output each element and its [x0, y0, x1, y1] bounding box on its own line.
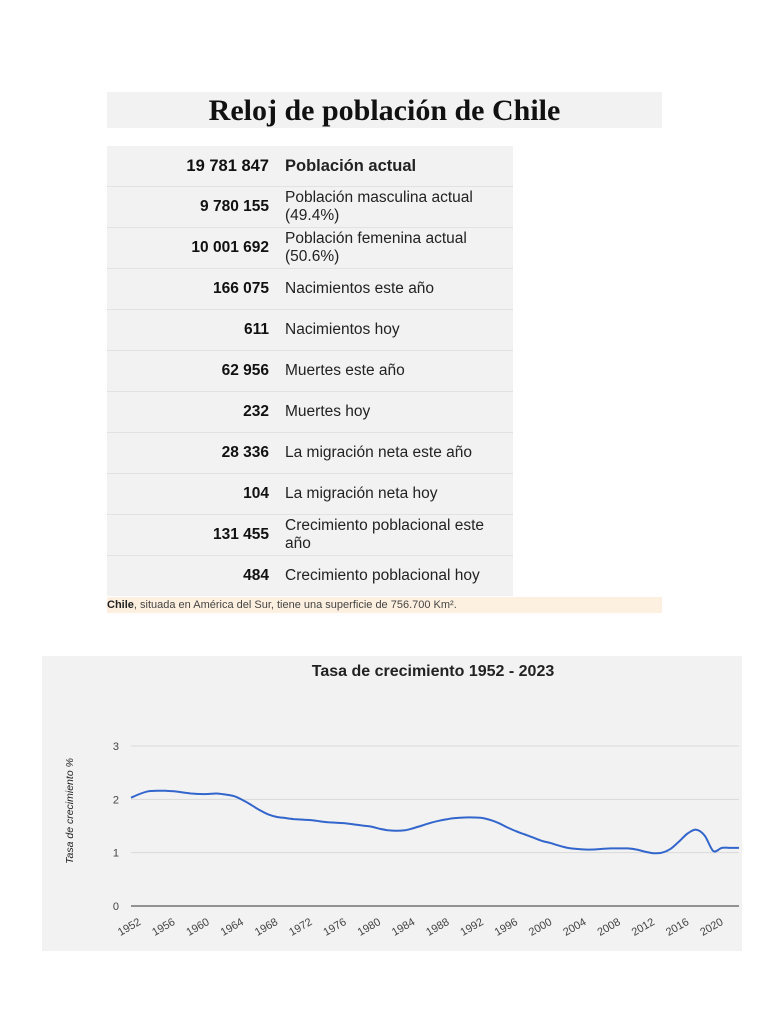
stat-row	[107, 351, 513, 392]
page-title: Reloj de población de Chile	[208, 94, 561, 127]
x-tick-label: 1996	[492, 916, 520, 939]
chart-y-axis-label: Tasa de crecimiento %	[64, 758, 76, 864]
stat-label: Muertes hoy	[281, 392, 513, 433]
x-tick-label: 2004	[561, 916, 589, 939]
stat-value: 10 001 692	[107, 228, 281, 269]
x-tick-label: 1988	[424, 916, 452, 939]
stat-label: Crecimiento poblacional hoy	[285, 567, 480, 584]
x-tick-label: 2008	[595, 916, 623, 939]
chart-title: Tasa de crecimiento 1952 - 2023	[311, 663, 555, 680]
x-tick-label: 1980	[355, 916, 383, 939]
growth-rate-series-line	[131, 791, 739, 854]
stat-value: 19 781 847	[107, 146, 281, 187]
x-tick-label: 1976	[321, 916, 349, 939]
stat-label: Población actual	[281, 146, 513, 187]
stat-label: Crecimiento poblacional este año	[281, 515, 513, 556]
x-tick-labels	[116, 916, 726, 939]
stat-row	[107, 310, 513, 351]
y-tick-label: 3	[112, 741, 119, 753]
y-tick-label: 2	[112, 794, 119, 807]
x-tick-label: 1952	[115, 916, 144, 939]
stat-value: 28 336	[107, 433, 281, 474]
country-note-text: , situada en América del Sur, tiene una superficie de 756.700 Km².	[133, 599, 457, 611]
chart-svg	[42, 656, 742, 951]
stat-value: 62 956	[107, 351, 281, 392]
stat-row	[107, 187, 513, 228]
stat-label: Población femenina actual (50.6%)	[281, 228, 513, 269]
x-tick-label: 1972	[287, 916, 315, 939]
stat-label: La migración neta hoy	[281, 474, 513, 515]
stat-label: Nacimientos este año	[281, 269, 513, 310]
growth-rate-chart	[42, 656, 742, 951]
stat-label: La migración neta este año	[281, 433, 513, 474]
x-tick-label: 1968	[252, 916, 281, 939]
x-tick-label: 1984	[389, 916, 418, 939]
population-stats-table	[107, 146, 513, 596]
stat-label: Nacimientos hoy	[281, 310, 513, 351]
stat-row	[107, 392, 513, 433]
stat-row	[107, 433, 513, 474]
y-tick-labels	[113, 741, 119, 913]
stat-value: 484	[243, 567, 269, 584]
y-tick-label: 1	[112, 847, 119, 860]
stat-label: Muertes este año	[281, 351, 513, 392]
stat-row	[107, 146, 513, 187]
country-note	[107, 597, 662, 613]
x-tick-label: 1992	[458, 916, 486, 939]
stat-value: 611	[107, 310, 281, 351]
x-tick-label: 2000	[526, 916, 555, 939]
chart-grid	[131, 746, 739, 906]
x-tick-label: 1964	[218, 916, 246, 939]
x-tick-label: 1956	[150, 916, 178, 939]
stat-row	[107, 474, 513, 515]
stat-row	[107, 228, 513, 269]
x-tick-label: 2012	[629, 916, 657, 939]
stat-row	[107, 556, 513, 597]
stat-value: 104	[107, 474, 281, 515]
stat-value: 131 455	[107, 515, 281, 556]
stat-row	[107, 515, 513, 556]
x-tick-label: 2020	[698, 916, 726, 939]
stat-label: Población masculina actual (49.4%)	[281, 187, 513, 228]
stat-value: 232	[107, 392, 281, 433]
stat-value: 166 075	[107, 269, 281, 310]
stat-row	[107, 269, 513, 310]
title-bar	[107, 92, 662, 128]
x-tick-label: 1960	[184, 916, 212, 939]
stat-value: 9 780 155	[107, 187, 281, 228]
country-name: Chile	[107, 599, 134, 611]
x-tick-label: 2016	[663, 916, 692, 939]
y-tick-label: 0	[112, 901, 119, 913]
